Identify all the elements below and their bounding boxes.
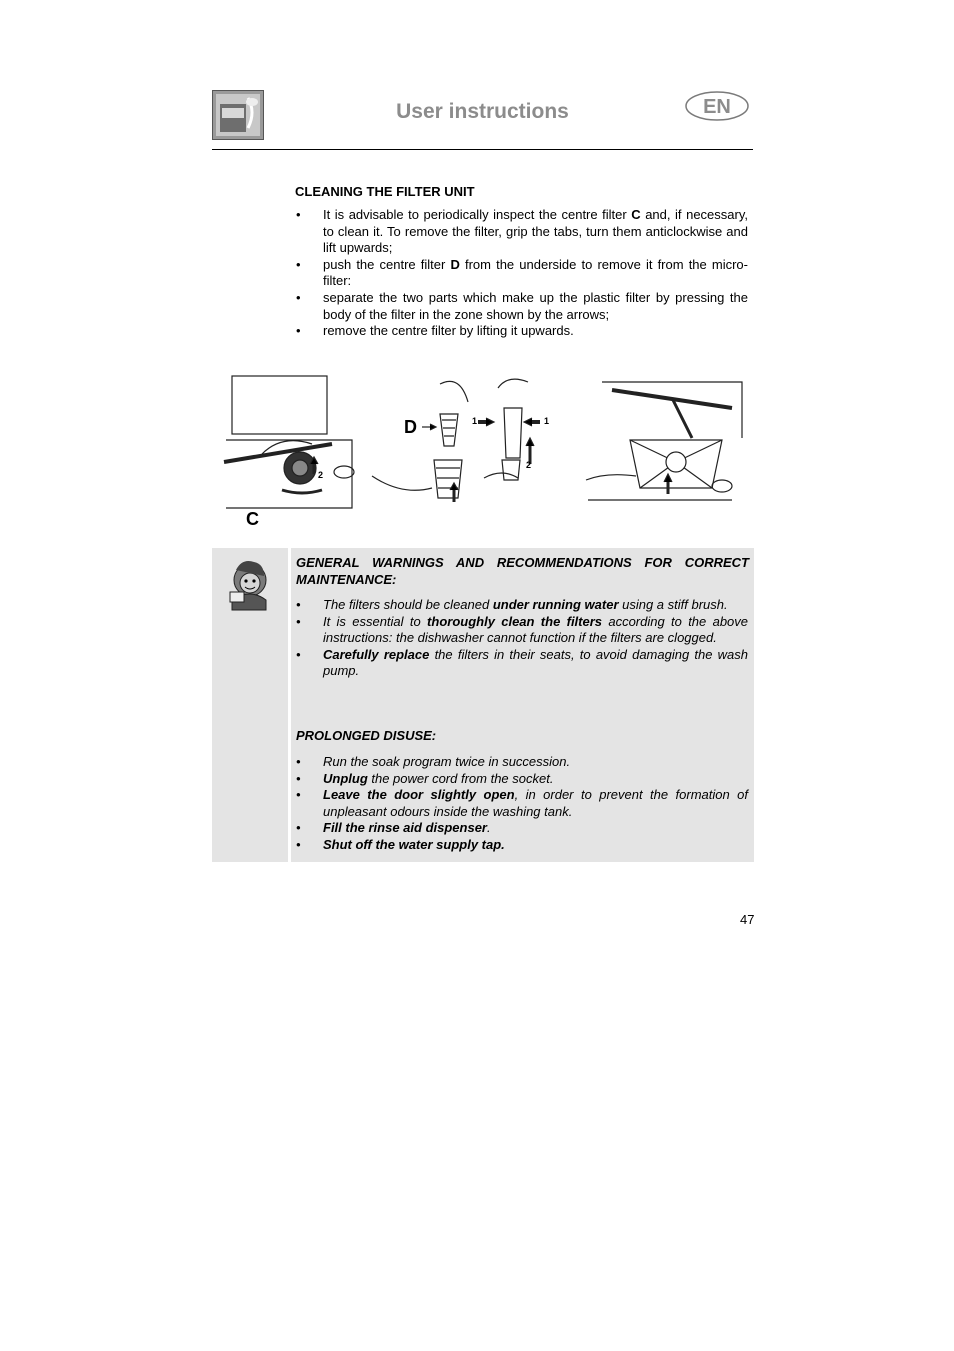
language-code: EN	[703, 96, 731, 118]
page-number: 47	[740, 912, 755, 927]
list-item: • push the centre filter D from the underside to remove it from the micro-filter:	[295, 257, 748, 290]
list-item: • Unplug the power cord from the socket.	[295, 771, 748, 788]
mascot-icon	[224, 556, 274, 614]
header-divider	[212, 149, 753, 150]
illustration-separate-filter	[372, 379, 549, 502]
list-item: • Leave the door slightly open, in order to prevent the formation of unpleasant odours inside the washing tank.	[295, 787, 748, 820]
language-badge	[684, 90, 750, 122]
page-title: User instructions	[396, 100, 569, 123]
warnings-heading: GENERAL WARNINGS AND RECOMMENDATIONS FOR CORRECT MAINTENANCE:	[296, 555, 749, 587]
warnings-list	[295, 597, 748, 680]
notice-divider	[288, 548, 291, 862]
illustration-remove-filter	[224, 376, 354, 529]
filter-cleaning-steps	[295, 207, 748, 340]
illustration-lift-filter	[586, 382, 742, 500]
list-item: • Shut off the water supply tap.	[295, 837, 748, 854]
list-item: • It is essential to thoroughly clean the filters according to the above instructions: the dishwasher cannot function if the filters are clogged.	[295, 614, 748, 647]
arrow-2-label: 2	[526, 460, 532, 470]
arrow-2-label: 2	[318, 470, 324, 480]
list-item: • It is advisable to periodically inspect the centre filter C and, if necessary, to clean it. To remove the filter, grip the tabs, turn them anticlockwise and lift upwards;	[295, 207, 748, 257]
list-item: • remove the centre filter by lifting it upwards.	[295, 323, 748, 340]
list-item: • Fill the rinse aid dispenser.	[295, 820, 748, 837]
list-item: • The filters should be cleaned under running water using a stiff brush.	[295, 597, 748, 614]
disuse-list	[295, 754, 748, 854]
list-item: • separate the two parts which make up the plastic filter by pressing the body of the filter in the zone shown by the arrows;	[295, 290, 748, 323]
filter-c-label: C	[246, 509, 259, 529]
filter-illustrations	[222, 368, 750, 532]
filter-d-label: D	[404, 417, 417, 437]
disuse-heading: PROLONGED DISUSE:	[296, 728, 437, 743]
arrow-1-label: 1	[472, 416, 478, 426]
arrow-1-label: 1	[544, 416, 550, 426]
list-item: • Carefully replace the filters in their seats, to avoid damaging the wash pump.	[295, 647, 748, 680]
section-heading: CLEANING THE FILTER UNIT	[295, 184, 475, 199]
list-item: • Run the soak program twice in succession.	[295, 754, 748, 771]
